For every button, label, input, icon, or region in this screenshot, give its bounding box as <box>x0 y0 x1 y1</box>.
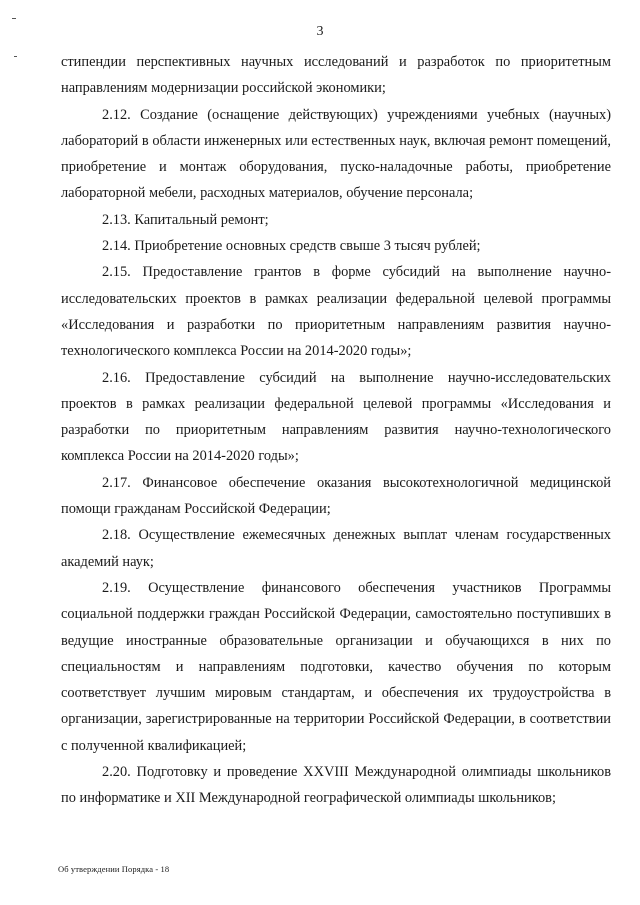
paragraph-2-18: 2.18. Осуществление ежемесячных денежных выплат членам государственных академий наук; <box>61 527 611 570</box>
paragraph-2-14: 2.14. Приобретение основных средств свыше 3 тысяч рублей; <box>102 238 481 255</box>
scan-artifact-mark <box>12 18 16 19</box>
paragraph-2-13: 2.13. Капитальный ремонт; <box>102 211 269 228</box>
paragraph-2-15: 2.15. Предоставление грантов в форме субсидий на выполнение научно-исследовательских проектов в рамках реализации федеральной целевой программы «Исследования и разработки по приоритетным направлениям развития научно-технологического комплекса России на 2014-2020 годы»; <box>61 264 611 360</box>
paragraph-2-16: 2.16. Предоставление субсидий на выполнение научно-исследовательских проектов в рамках реализации федеральной целевой программы «Исследования и разработки по приоритетным направлениям развития научно-технологического комплекса России на 2014-2020 годы»; <box>61 369 611 465</box>
document-body <box>61 49 611 812</box>
paragraph-2-20: 2.20. Подготовку и проведение XXVIII Международной олимпиады школьников по информатике и XII Международной географической олимпиады школьников; <box>61 764 611 807</box>
paragraph-2-12: 2.12. Создание (оснащение действующих) учреждениями учебных (научных) лабораторий в области инженерных или естественных наук, включая ремонт помещений, приобретение и монтаж оборудования, пуско-наладочные работы, приобретение лабораторной мебели, расходных материалов, обучение персонала; <box>61 106 611 202</box>
footer-document-ref: Об утверждении Порядка - 18 <box>58 864 170 874</box>
scan-artifact-mark <box>14 56 17 57</box>
paragraph-2-19: 2.19. Осуществление финансового обеспечения участников Программы социальной поддержки граждан Российской Федерации, самостоятельно поступивших в ведущие иностранные образовательные организации и обучающихся в них по специальностям и направлениям подготовки, качество обучения по которым соответствует лучшим мировым стандартам, и обеспечения их трудоустройства в организации, зарегистрированные на территории Российской Федерации, в соответствии с полученной квалификацией; <box>61 579 611 754</box>
page-number: 3 <box>316 24 324 39</box>
paragraph-continuation: стипендии перспективных научных исследований и разработок по приоритетным направлениям модернизации российской экономики; <box>61 54 611 97</box>
paragraph-2-17: 2.17. Финансовое обеспечение оказания высокотехнологичной медицинской помощи гражданам Российской Федерации; <box>61 474 611 518</box>
